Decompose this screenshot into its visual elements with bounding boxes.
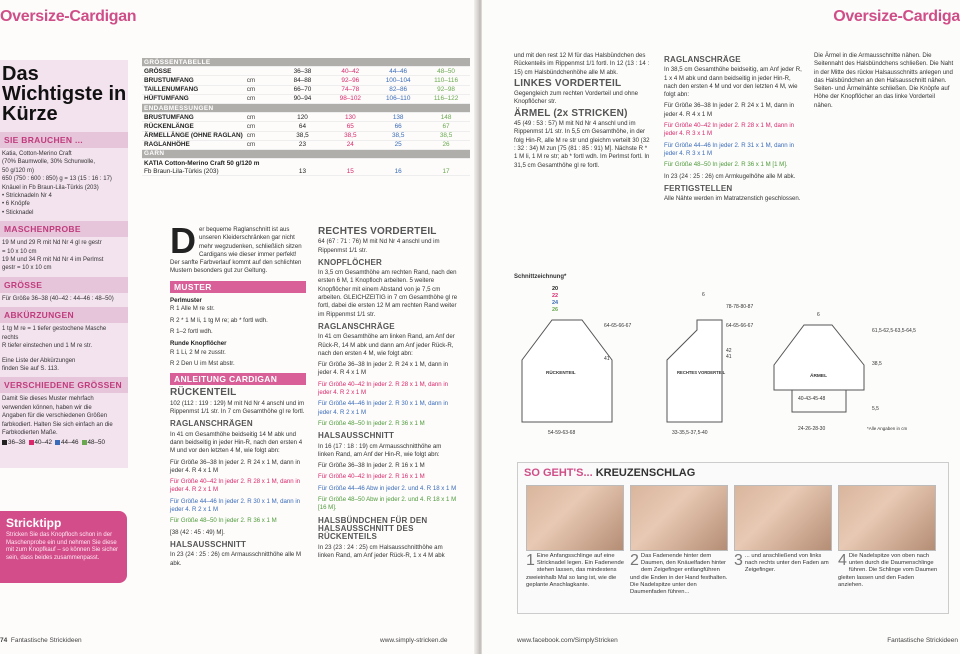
rueckenteil-heading: RÜCKENTEIL xyxy=(170,387,237,399)
size-value: 90–94 xyxy=(279,94,327,103)
size-value: 74–78 xyxy=(326,85,374,94)
lv-text: Gegengleich zum rechten Vorderteil und ohne Knopflöcher str. xyxy=(514,90,638,106)
instruction-line: Für Größe 36–38 In jeder 2. R 24 x 1 M, dann in jeder 4. R 4 x 1 M xyxy=(664,102,795,118)
sleeve-upper-shape xyxy=(774,325,864,390)
size-value: 84–88 xyxy=(279,76,327,85)
rv-text: 64 (67 : 71 : 76) M mit Nd Nr 4 anschl und im Rippenmst 1/1 str. xyxy=(318,238,440,254)
sidebar-line: Angaben für die verschiedenen Größen xyxy=(2,413,108,420)
ha-heading: HALSAUSSCHNITT xyxy=(318,431,395,441)
sidebar-line: Farbkodierten Maße. xyxy=(2,429,58,436)
size-table xyxy=(142,58,470,176)
step-number: 3 xyxy=(734,552,743,569)
sidebar-section-text xyxy=(0,325,128,373)
left-page-header: Oversize-Cardigan xyxy=(0,8,137,25)
size-value: 64 xyxy=(279,122,327,131)
front-42-dimension: 42 xyxy=(726,348,732,354)
back-label: RÜCKENTEIL xyxy=(546,370,576,375)
size-value: 120 xyxy=(279,113,327,122)
sidebar-line: Katia, Cotton-Merino Craft xyxy=(2,151,72,157)
garn-line: KATIA Cotton-Merino Craft 50 g/120 m xyxy=(144,159,260,167)
row-unit: cm xyxy=(245,113,279,122)
table-section-label: GARN xyxy=(142,149,470,158)
front-6-dimension: 6 xyxy=(702,292,705,298)
step-number: 2 xyxy=(630,552,639,569)
howto-title: SO GEHT'S... KREUZENSCHLAG xyxy=(524,467,696,479)
raglan-tail: [38 (42 : 45 : 49) M]. xyxy=(170,528,225,536)
instruction-line: Für Größe 40–42 In jeder 2. R 28 x 1 M, dann in jeder 4. R 2 x 1 M xyxy=(318,380,449,397)
intro-paragraph: Der bequeme Raglanschnitt ist aus unseren Kleiderschränken gar nicht mehr wegzudenken, schließlich sitzen Cardigans wie dieser immer perfekt! Der sanfte Farbverlauf kommt auf den schlichten Mustern besonders gut zur Geltung. xyxy=(170,220,302,275)
rc1-intro: und mit den rest 12 M für das Halsbündchen des Rückenteils im Rippenmst 1/1 fortl. In 12 (13 : 14 : 15) cm Halsbündchenhöhe alle M abk. xyxy=(514,52,650,76)
sidebar-line: • 6 Knöpfe xyxy=(2,201,30,208)
instruction-line: R 1 Li, 2 M re zusstr. xyxy=(170,348,226,356)
row-label: ÄRMELLÄNGE (OHNE RAGLAN) xyxy=(144,132,243,140)
sidebar-line: 19 M und 29 R mit Nd Nr 4 gl re gestr xyxy=(2,240,102,247)
sidebar-line: 1 tg M re = 1 tiefer gestochene Masche xyxy=(2,326,107,333)
row-label: TAILLENUMFANG xyxy=(142,85,245,94)
garn-value: 13 xyxy=(279,167,327,176)
sidebar-section-heading: SIE BRAUCHEN ... xyxy=(0,132,128,148)
garn-row xyxy=(142,159,470,168)
size-color-legend xyxy=(0,437,128,448)
tip-title: Stricktipp xyxy=(6,516,62,530)
instruction-line: R 2 Den U im Mst abstr. xyxy=(170,359,235,367)
sidebar-section-text xyxy=(0,395,128,437)
aermel-heading: ÄRMEL (2x STRICKEN) xyxy=(514,107,628,119)
table-row xyxy=(142,85,470,94)
hb-heading: HALSBÜNDCHEN FÜR DEN HALSAUSSCHNITT DES RÜCKENTEILS xyxy=(318,515,428,542)
instruction-line: R 1–2 fortl wdh. xyxy=(170,327,213,335)
svg-text:20: 20 xyxy=(552,286,559,292)
table-row xyxy=(142,122,470,131)
size-value: 36–38 xyxy=(279,67,327,76)
sidebar-section-heading: GRÖSSE xyxy=(0,277,128,293)
table-section-label: ENDABMESSUNGEN xyxy=(142,103,470,112)
row-unit: cm xyxy=(245,76,279,85)
sidebar-section-text xyxy=(0,150,128,217)
instruction-line: Für Größe 36–38 In jeder 2. R 24 x 1 M, dann in jeder 4. R 4 x 1 M xyxy=(318,361,449,377)
howto-step xyxy=(734,553,834,575)
sidebar-line: farbkodiert. Halten Sie sich einfach an die xyxy=(2,421,113,428)
size-value: 38,5 xyxy=(422,131,470,140)
step-text: Eine Anfangsschlinge auf eine Stricknadel legen. Ein Fadenende stehen lassen, das mindestens zweieinhalb Mal so lang ist, wie die geplante Anschlagkante. xyxy=(526,553,624,588)
howto-photo-1 xyxy=(526,485,624,551)
sleeve-side-dimension: 61,5-62,5-63,5-64,5 xyxy=(872,328,916,334)
table-row xyxy=(142,76,470,85)
back-41-dimension: 41 xyxy=(604,356,610,362)
size-value: 65 xyxy=(326,122,374,131)
step-text: Die Nadelspitze von oben nach unten durch die Daumenschlinge führen. Die Schlinge vom Daumen gleiten lassen und den Faden anziehen. xyxy=(838,553,938,588)
size-value: 38,5 xyxy=(326,131,374,140)
instruction-line: Für Größe 36–38 In jeder 2. R 16 x 1 M xyxy=(318,462,425,470)
sidebar-line: = 10 x 10 cm xyxy=(2,248,37,255)
front-41-dimension: 41 xyxy=(726,354,732,360)
sidebar-line: gestr = 10 x 10 cm xyxy=(2,265,52,272)
svg-text:24: 24 xyxy=(552,300,559,306)
rs-text: In 41 cm Gesamthöhe am linken Rand, am Anf der Rück-R, 14 M abk und dann am Anf jeder Rück-R, nach den ersten 4 M, wie folgt abn: xyxy=(318,333,455,357)
size-value: 26 xyxy=(422,140,470,149)
table-row xyxy=(142,131,470,140)
sidebar-section-text xyxy=(0,239,128,273)
front-side-dimension: 64-65-66-67 xyxy=(726,323,754,329)
sleeve-bottom-dimension: 24-26-28-30 xyxy=(798,426,826,432)
right-column-2 xyxy=(664,52,804,206)
ha-text: In 16 (17 : 18 : 19) cm Armausschnitthöhe am linken Rand, am Anf der Hin-R, wie folgt abn: xyxy=(318,442,442,458)
schematic-note: *Alle Angaben in cm xyxy=(867,426,908,431)
instruction-line: R 1 Alle M re str. xyxy=(170,305,215,313)
table-section-header xyxy=(142,58,470,67)
fs-text: Alle Nähte werden im Matratzenstich geschlossen. xyxy=(664,195,801,203)
step-number: 4 xyxy=(838,552,847,569)
size-value: 24 xyxy=(326,140,374,149)
howto-step xyxy=(838,553,938,589)
left-footer-url[interactable]: www.simply-stricken.de xyxy=(380,637,448,644)
sleeve-38-dimension: 38,5 xyxy=(872,361,882,367)
section-bar-anleitung: ANLEITUNG CARDIGAN xyxy=(170,373,306,385)
size-value: 92–98 xyxy=(422,85,470,94)
row-label: HÜFTUMFANG xyxy=(142,94,245,103)
sidebar-line: • Sticknadel xyxy=(2,209,34,216)
instruction-line: R 2 * 1 M li, 1 tg M re; ab * fortl wdh. xyxy=(170,316,268,324)
back-side-dimension: 64-65-66-67 xyxy=(604,323,632,329)
step-number: 1 xyxy=(526,552,535,569)
knopf-heading: KNOPFLÖCHER xyxy=(318,257,382,267)
summary-sidebar xyxy=(0,60,128,468)
rs-heading: RAGLANSCHRÄGE xyxy=(318,321,395,331)
howto-photo-2 xyxy=(630,485,728,551)
garn-value: 16 xyxy=(374,167,422,176)
size-value: 67 xyxy=(422,122,470,131)
sleeve-mid-dimension: 40-43-45-48 xyxy=(798,396,826,402)
sidebar-line: (70% Baumwolle, 30% Schurwolle, xyxy=(2,159,96,166)
row-label: BRUSTUMFANG xyxy=(142,76,245,85)
row-unit: cm xyxy=(245,94,279,103)
rg-text: In 38,5 cm Gesamthöhe beidseitig, am Anf jeder R, 1 x 4 M abk und dann beidseitig in jeder Hin-R, nach den ersten 4 M und vor den letzten 4 M, wie folgt abn: xyxy=(664,66,802,99)
runde-heading: Runde Knopflöcher xyxy=(170,340,227,348)
size-value: 106–110 xyxy=(374,94,422,103)
lv-heading: LINKES VORDERTEIL xyxy=(514,77,622,89)
schematic-drawing xyxy=(512,270,952,440)
instruction-line: Für Größe 36–38 In jeder 2. R 24 x 1 M, dann in jeder 4. R 4 x 1 M xyxy=(170,458,301,474)
sidebar-line: finden Sie auf S. 113. xyxy=(2,365,59,372)
size-value: 100–104 xyxy=(374,76,422,85)
instruction-line: Für Größe 44–46 Abw in jeder 2. und 4. R 18 x 1 M xyxy=(318,484,457,492)
perlmuster-heading: Perlmuster xyxy=(170,297,202,305)
right-column-1 xyxy=(514,52,650,173)
tip-body: Stricken Sie das Knopfloch schon in der Maschenprobe ein und nehmen Sie diese mit zum Knopfkauf – so können Sie sicher sein, dass beides zusammenpasst. xyxy=(6,532,119,561)
rg-tail: In 23 (24 : 25 : 26) cm Armkugelhöhe alle M abk. xyxy=(664,172,796,180)
size-value: 48–50 xyxy=(422,67,470,76)
instruction-line: Für Größe 40–42 In jeder 2. R 28 x 1 M, dann in jeder 4. R 2 x 1 M xyxy=(170,478,301,494)
fs-heading: FERTIGSTELLEN xyxy=(664,183,733,193)
sleeve-6-dimension: 6 xyxy=(817,312,820,318)
left-footer: 74 Fantastische Strickideen xyxy=(0,637,82,644)
schematic-title: Schnittzeichnung* xyxy=(514,274,567,280)
table-row xyxy=(142,140,470,149)
size-value: 38,5 xyxy=(374,131,422,140)
garn-row xyxy=(142,167,470,176)
knitting-tip-box xyxy=(0,511,127,583)
sidebar-title: Das Wichtigste in Kürze xyxy=(2,63,127,125)
sidebar-line: R tiefer einstechen und 1 M re str. xyxy=(2,343,93,350)
row-label: GRÖSSE xyxy=(142,67,245,76)
hals-heading: HALSAUSSCHNITT xyxy=(170,539,247,549)
row-unit: cm xyxy=(245,131,279,140)
garn-value: 15 xyxy=(326,167,374,176)
hb-text: In 23 (23 : 24 : 25) cm Halsausschnitthöhe am linken Rand, am Anf jeder Rück-R, 1 x 4 M abk xyxy=(318,543,445,559)
size-value: 138 xyxy=(374,113,422,122)
drop-cap: D xyxy=(170,220,196,261)
size-value: 66–70 xyxy=(279,85,327,94)
step-text: ... und anschließend von links nach rechts unter den Faden am Zeigefinger. xyxy=(744,553,829,574)
size-value: 66 xyxy=(374,122,422,131)
sleeve-55-dimension: 5,5 xyxy=(872,406,879,412)
sidebar-line: Knäuel in Fb Braun-Lila-Türkis (203) xyxy=(2,184,99,191)
left-page xyxy=(0,0,478,654)
howto-step xyxy=(526,553,626,589)
right-page-header: Oversize-Cardiga xyxy=(833,8,960,25)
sidebar-line: 50 g/120 m) xyxy=(2,167,35,174)
front-top-dimension: 78-78-80-87 xyxy=(726,304,754,310)
svg-text:22: 22 xyxy=(552,293,559,299)
rg-heading: RAGLANSCHRÄGE xyxy=(664,55,741,64)
size-value: 44–46 xyxy=(374,67,422,76)
sidebar-line: Damit Sie dieses Muster mehrfach xyxy=(2,396,94,403)
raglan-heading: RAGLANSCHRÄGEN xyxy=(170,419,253,429)
rv-heading: RECHTES VORDERTEIL xyxy=(318,226,437,237)
right-footer-mag: Fantastische Strickideen xyxy=(887,637,958,644)
legend-item: 48–50 xyxy=(82,439,106,446)
row-unit: cm xyxy=(245,140,279,149)
sidebar-line: 650 (750 : 600 : 850) g = 13 (15 : 16 : 17) xyxy=(2,176,112,183)
sidebar-line: verwenden können, haben wir die xyxy=(2,404,92,411)
row-unit: cm xyxy=(245,85,279,94)
row-unit xyxy=(245,67,279,76)
right-footer-url[interactable]: www.facebook.com/SimplyStricken xyxy=(517,637,618,644)
right-page xyxy=(482,0,960,654)
sidebar-line: rechts xyxy=(2,334,19,341)
right-column-3 xyxy=(814,52,954,113)
size-value: 23 xyxy=(279,140,327,149)
size-value: 98–102 xyxy=(326,94,374,103)
row-label: RÜCKENLÄNGE xyxy=(142,122,245,131)
sleeve-label: ÄRMEL xyxy=(810,374,828,379)
size-value: 110–116 xyxy=(422,76,470,85)
table-row xyxy=(142,67,470,76)
front-label: RECHTES VORDERTEIL xyxy=(677,370,726,375)
legend-item: 44–46 xyxy=(55,439,79,446)
instruction-line: Für Größe 40–42 In jeder 2. R 16 x 1 M xyxy=(318,473,425,481)
howto-photo-3 xyxy=(734,485,832,551)
garn-line: Fb Braun-Lila-Türkis (203) xyxy=(142,167,279,176)
instruction-line: Für Größe 44–46 In jeder 2. R 30 x 1 M, dann in jeder 4. R 2 x 1 M xyxy=(170,497,301,514)
rueckenteil-text: 102 (112 : 119 : 129) M mit Nd Nr 4 anschl und im Rippenmst 1/1 str. In 7 cm Gesamthöhe gl re fortl. xyxy=(170,399,305,416)
aermel-text: 45 (49 : 53 : 57) M mit Nd Nr 4 anschl und im Rippenmst 1/1 str. In 5,5 cm Gesamthöhe, in der folg Hin-R, alle M re str und gleichm verteilt 30 (32 : 32 : 34) M zun [75 (81 : 85 : 91) M]. Nächste R * 1 M li, 1 M re str; ab * fortl wdh. Im Perlmst fortl. In 31,5 cm Gesamthöhe gl re fortl. xyxy=(514,120,650,169)
size-value: 92–96 xyxy=(326,76,374,85)
howto-photo-4 xyxy=(838,485,936,551)
instructions-column-2 xyxy=(318,226,458,563)
size-value: 116–122 xyxy=(422,94,470,103)
instruction-line: Für Größe 40–42 In jeder 2. R 28 x 1 M, dann in jeder 4. R 3 x 1 M xyxy=(664,122,795,138)
front-bottom-dimension: 33-35,5-37,5-40 xyxy=(672,430,708,436)
instruction-line: Für Größe 44–46 In jeder 2. R 30 x 1 M, dann in jeder 4. R 2 x 1 M xyxy=(318,400,449,416)
garn-value: 17 xyxy=(422,167,470,176)
instruction-line: Für Größe 48–50 In jeder 2. R 36 x 1 M xyxy=(318,419,425,427)
legend-item: 40–42 xyxy=(29,439,53,446)
row-label: RAGLANHÖHE xyxy=(142,140,245,149)
table-row xyxy=(142,113,470,122)
size-value: 82–86 xyxy=(374,85,422,94)
sidebar-line: Eine Liste der Abkürzungen xyxy=(2,357,76,364)
sidebar-line: 19 M und 34 R mit Nd Nr 4 im Perlmst xyxy=(2,257,104,264)
table-section-label: GRÖSSENTABELLE xyxy=(142,58,470,67)
raglan-text: In 41 cm Gesamthöhe beidseitig 14 M abk und dann beidseitig in jeder Hin-R, nach den ersten 4 M und vor den letzten 4 M, wie folgt abn: xyxy=(170,430,303,455)
knopf-text: In 3,5 cm Gesamthöhe am rechten Rand, nach den ersten 6 M, 1 Knopfloch arbeiten. 5 weitere Knopflöcher mit einem Abstand von je 7,5 cm arbeiten. GLEICHZEITIG in 7 cm Gesamthöhe gl re fortl, dabei die ersten 12 M am rechten Rand weiter im Rippenmst 1/1 str. xyxy=(318,269,458,318)
back-bottom-dimension: 54-59-63-68 xyxy=(548,430,576,436)
instructions-column-1 xyxy=(170,220,306,571)
instruction-line: Für Größe 44–46 In jeder 2. R 31 x 1 M, dann in jeder 4. R 3 x 1 M xyxy=(664,141,795,157)
step-text: Das Fadenende hinter dem Daumen, den Knäuelfaden hinter dem Zeigefinger entlangführen und die Enden in der Hand festhalten. Die Nadelspitze unter den Daumenfaden führen... xyxy=(630,553,728,596)
row-unit: cm xyxy=(245,122,279,131)
howto-step xyxy=(630,553,730,596)
instruction-line: Für Größe 48–50 In jeder 2. R 36 x 1 M xyxy=(170,517,277,525)
row-label: BRUSTUMFANG xyxy=(142,113,245,122)
size-value: 25 xyxy=(374,140,422,149)
sidebar-section-heading: VERSCHIEDENE GRÖSSEN xyxy=(0,377,128,393)
size-value: 38,5 xyxy=(279,131,327,140)
instruction-line: Für Größe 48–50 In jeder 2. R 36 x 1 M [1 M]. xyxy=(664,161,788,169)
svg-text:26: 26 xyxy=(552,307,559,313)
rc3-text: Die Ärmel in die Armausschnitte nähen. Die Seitennaht des Halsbündchens schließen. Die Naht in der Mitte des rückw Halsausschnitts anlegen und das Halsbündchen an den Halsausschnitt nähen. Seiten- und Ärmelnähte schließen. Die Knöpfe auf Höhe der Knopflöcher an das linke Vorderteil nähen. xyxy=(814,52,954,109)
table-section-header xyxy=(142,103,470,112)
table-section-header xyxy=(142,149,470,158)
legend-item: 36–38 xyxy=(2,439,26,446)
section-bar-muster: MUSTER xyxy=(170,281,306,293)
hals-text: In 23 (24 : 25 : 26) cm Armausschnitthöhe alle M abk. xyxy=(170,551,302,567)
instruction-line: Für Größe 48–50 Abw in jeder 2. und 4. R 18 x 1 M [16 M]. xyxy=(318,496,457,512)
size-value: 130 xyxy=(326,113,374,122)
sidebar-section-text xyxy=(0,295,128,303)
howto-box xyxy=(517,462,949,614)
size-value: 40–42 xyxy=(326,67,374,76)
table-row xyxy=(142,94,470,103)
sidebar-line: Für Größe 36–38 (40–42 : 44–46 : 48–50) xyxy=(2,295,114,302)
sidebar-section-heading: MASCHENPROBE xyxy=(0,221,128,237)
sidebar-section-heading: ABKÜRZUNGEN xyxy=(0,307,128,323)
back-top-numbers xyxy=(552,286,559,313)
size-value: 148 xyxy=(422,113,470,122)
sidebar-line: • Stricknadeln Nr 4 xyxy=(2,193,52,200)
